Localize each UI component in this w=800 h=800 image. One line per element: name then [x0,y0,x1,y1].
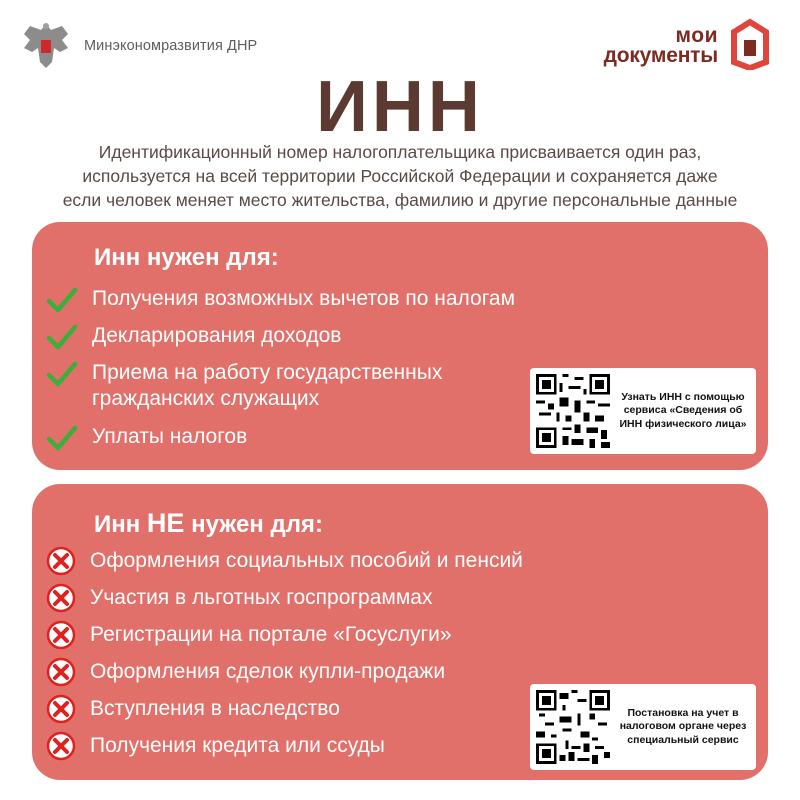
not-needed-panel [32,484,768,780]
check-icon [46,323,78,351]
heading-emphasis: НЕ [146,508,185,538]
list-item [46,548,523,576]
not-needed-heading [94,508,323,539]
list-item-text: Оформления сделок купли-продажи [90,660,446,683]
moi-dokumenty-logo-icon [726,18,772,70]
cross-icon [46,620,76,650]
list-item [46,424,247,452]
cross-icon [46,583,76,613]
moi-dokumenty-logo [604,18,772,70]
cross-icon [46,546,76,576]
qr-caption: Узнать ИНН с помощью сервиса «Сведения об ИНН физического лица» [619,390,747,430]
cross-icon [46,694,76,724]
qr-code-icon[interactable] [536,374,610,448]
list-item-text: Декларирования доходов [92,324,342,347]
list-item [46,585,432,613]
list-item [46,360,532,412]
logo-line-2: документы [603,43,718,67]
needed-heading: Инн нужен для: [94,244,279,271]
list-item-text: Приема на работу государственных гражданских служащих [92,361,443,410]
intro-line: если человек меняет место жительства, фамилию и другие персональные данные [62,190,738,210]
list-item [46,659,445,687]
check-icon [46,286,78,314]
needed-panel [32,222,768,470]
qr-caption: Постановка на учет в налоговом органе через специальный сервис [619,706,747,746]
list-item [46,696,340,724]
heading-part: Инн [94,511,147,538]
cross-icon [46,731,76,761]
intro-line: Идентификационный номер налогоплательщика присваивается один раз, [98,142,702,162]
list-item-text: Вступления в наследство [90,697,340,720]
list-item-text: Оформления социальных пособий и пенсий [90,549,523,572]
list-item-text: Участия в льготных госпрограммах [90,586,433,609]
list-item-text: Получения возможных вычетов по налогам [92,287,516,310]
intro-text [10,140,790,212]
heading-part: нужен для: [184,511,323,538]
page-title: ИНН [316,67,484,147]
list-item [46,323,341,351]
intro-line: используется на всей территории Российской Федерации и сохраняется даже [82,166,718,186]
list-item-text: Уплаты налогов [92,425,248,448]
check-icon [46,424,78,452]
list-item [46,622,452,650]
list-item-text: Регистрации на портале «Госуслуги» [90,623,452,646]
qr-card-inn-service[interactable] [530,368,756,454]
logo-line-1: мои [675,24,718,47]
list-item [46,286,515,314]
qr-code-icon[interactable] [536,690,610,764]
check-icon [46,360,78,388]
list-item-text: Получения кредита или ссуды [90,734,385,757]
list-item [46,733,385,761]
ministry-name: Минэкономразвития ДНР [84,38,258,54]
cross-icon [46,657,76,687]
qr-card-tax-registration[interactable] [530,684,756,770]
